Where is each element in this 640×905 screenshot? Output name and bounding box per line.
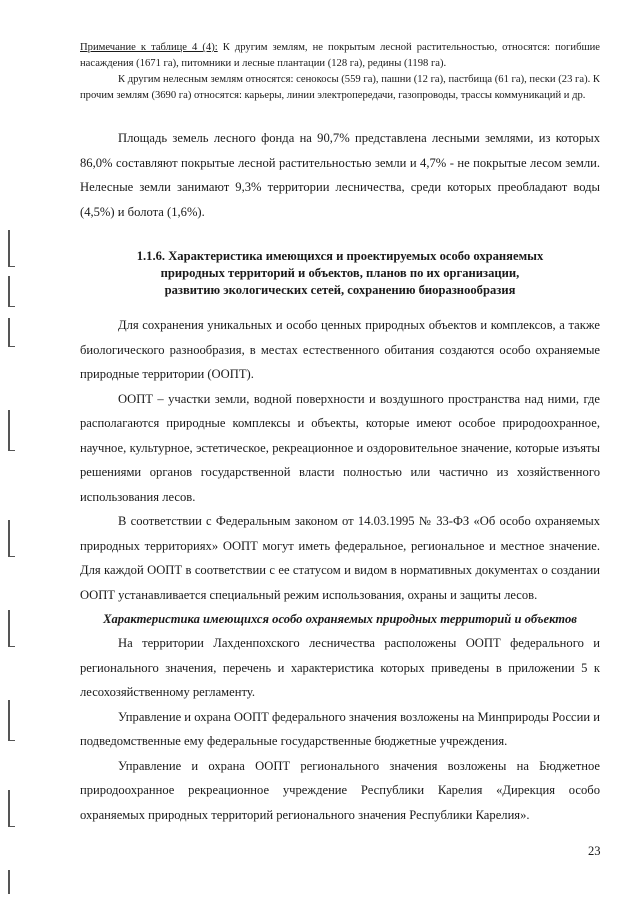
paragraph: Для сохранения уникальных и особо ценных природных объектов и комплексов, а также биологического разнообразия, в местах естественного обитания создаются особо охраняемые природные территории (ООПТ). [80,318,600,381]
note-label: Примечание к таблице 4 (4): [80,42,218,53]
section-heading-line: развитию экологических сетей, сохранению биоразнообразия [164,283,516,297]
section-heading-line: природных территорий и объектов, планов по их организации, [160,266,520,280]
page-content [80,40,600,827]
table-note-other-lands: К другим нелесным землям относятся: сенокосы (559 га), пашни (12 га), пастбища (61 га), пески (23 га). К прочим землям (3690 га) относятся: карьеры, линии электропередачи, газопроводы, трассы коммуникаций и др. [80,74,600,101]
scan-mark [8,826,15,827]
section-heading-line: 1.1.6. Характеристика имеющихся и проектируемых особо охраняемых [136,249,544,263]
scan-mark [8,646,15,647]
scan-mark [8,276,10,306]
scan-mark [8,610,10,646]
scan-mark [8,318,10,346]
scan-mark [8,346,15,347]
paragraph: На территории Лахденпохского лесничества расположены ООПТ федерального и регионального значения, перечень и характеристика которых приведены в приложении 5 к лесохозяйственному регламенту. [80,636,600,699]
scan-mark [8,230,10,266]
paragraph: Управление и охрана ООПТ регионального значения возложены на Бюджетное природоохранное рекреационное учреждение Республики Карелия «Дирекция особо охраняемых природных территорий регионального значения Республики Карелия». [80,758,600,822]
scan-mark [8,790,10,826]
scan-mark [8,520,10,556]
note-text: К другим землям, не покрытым лесной растительностью, относятся: погибшие насаждения (1671 га), питомники и лесные плантации (128 га), редины (1198 га). [80,42,600,69]
scan-mark [8,266,15,267]
scan-mark [8,450,15,451]
scan-mark [8,410,10,450]
paragraph: В соответствии с Федеральным законом от 14.03.1995 № 33-ФЗ «Об особо охраняемых природных территориях» ООПТ могут иметь федеральное, региональное и местное значение. Для каждой ООПТ в соответствии с ее статусом и видом в нормативных документах о создании ООПТ устанавливается специальный режим использования, охраны и защиты лесов. [80,514,600,602]
scan-mark [8,556,15,557]
paragraph-area: Площадь земель лесного фонда на 90,7% представлена лесными землями, из которых 86,0% составляют покрытые лесной растительностью земли и 4,7% - не покрытые лесом земли. Нелесные земли занимают 9,3% территории лесничества, среди которых преобладают воды (4,5%) и болота (1,6%). [80,131,600,219]
subsection-heading: Характеристика имеющихся особо охраняемых природных территорий и объектов [103,612,577,626]
scan-mark [8,306,15,307]
scan-mark [8,740,15,741]
paragraph: ООПТ – участки земли, водной поверхности и воздушного пространства над ними, где располагаются природные комплексы и объекты, которые имеют особое природоохранное, научное, культурное, эстетическое, рекреационное и оздоровительное значение, которые изъяты решениями органов государственной власти полностью или частично из хозяйственного использования лесов. [80,391,600,504]
page-number: 23 [588,844,601,858]
paragraph: Управление и охрана ООПТ федерального значения возложены на Минприроды России и подведомственные ему федеральные государственные бюджетные учреждения. [80,709,600,748]
scan-mark [8,870,10,894]
section-heading [80,248,600,299]
scan-mark [8,700,10,740]
table-note [80,40,600,72]
